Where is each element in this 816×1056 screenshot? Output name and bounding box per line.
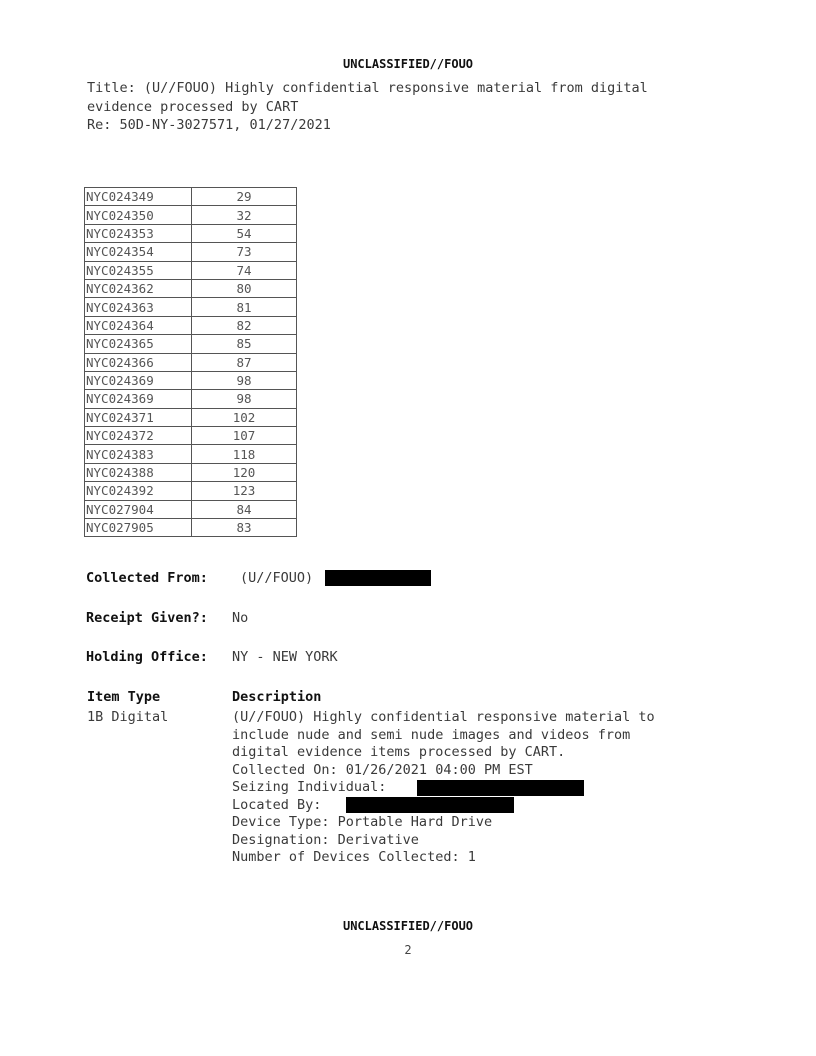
receipt-given-label: Receipt Given?: xyxy=(86,610,208,626)
table-row xyxy=(85,427,297,445)
serial-id-cell: NYC024371 xyxy=(85,408,192,426)
description-line: Device Type: Portable Hard Drive xyxy=(232,814,493,830)
page-count-cell: 87 xyxy=(192,353,297,371)
serial-id-cell: NYC024349 xyxy=(85,188,192,206)
serial-id-cell: NYC024369 xyxy=(85,390,192,408)
table-row xyxy=(85,445,297,463)
description-line: Designation: Derivative xyxy=(232,831,419,848)
serial-id-cell: NYC024383 xyxy=(85,445,192,463)
item-type-value: 1B Digital xyxy=(87,709,169,725)
page-count-cell: 120 xyxy=(192,463,297,481)
table-row xyxy=(85,519,297,537)
serial-id-cell: NYC024364 xyxy=(85,316,192,334)
description-line: Number of Devices Collected: 1 xyxy=(232,849,476,865)
page-number: 2 xyxy=(404,943,412,957)
serial-id-cell: NYC024366 xyxy=(85,353,192,371)
description-line: include nude and semi nude images and videos from xyxy=(232,726,631,743)
serial-id-cell: NYC024350 xyxy=(85,206,192,224)
classification-banner-bottom: UNCLASSIFIED//FOUO xyxy=(342,919,474,933)
page-count-cell: 102 xyxy=(192,408,297,426)
collected-from-label: Collected From: xyxy=(86,570,208,586)
table-row xyxy=(85,206,297,224)
serial-id-cell: NYC024355 xyxy=(85,261,192,279)
page-count-cell: 82 xyxy=(192,316,297,334)
table-row xyxy=(85,243,297,261)
description-line: digital evidence items processed by CART. xyxy=(232,744,566,760)
item-type-header: Item Type xyxy=(87,689,161,705)
serial-id-cell: NYC024354 xyxy=(85,243,192,261)
holding-office-label: Holding Office: xyxy=(86,649,208,665)
table-row xyxy=(85,188,297,206)
holding-office-value: NY - NEW YORK xyxy=(232,649,338,665)
serial-id-cell: NYC024369 xyxy=(85,371,192,389)
serial-id-cell: NYC024392 xyxy=(85,482,192,500)
serial-id-cell: NYC024353 xyxy=(85,224,192,242)
table-row xyxy=(85,279,297,297)
page-count-cell: 80 xyxy=(192,279,297,297)
serial-id-cell: NYC024363 xyxy=(85,298,192,316)
redaction-box-collected-from xyxy=(325,570,431,586)
description-line: (U//FOUO) Highly confidential responsive material to xyxy=(232,709,655,725)
serial-id-cell: NYC024362 xyxy=(85,279,192,297)
serial-id-cell: NYC027904 xyxy=(85,500,192,518)
description-line: Located By: xyxy=(232,796,322,813)
page-count-cell: 98 xyxy=(192,371,297,389)
title-line-1: Title: (U//FOUO) Highly confidential responsive material from digital xyxy=(87,80,648,96)
redaction-box-seizing-individual xyxy=(417,780,584,796)
table-row xyxy=(85,353,297,371)
document-title xyxy=(87,79,747,116)
table-row xyxy=(85,316,297,334)
description-line: Collected On: 01/26/2021 04:00 PM EST xyxy=(232,761,533,778)
table-row xyxy=(85,500,297,518)
table-row xyxy=(85,224,297,242)
table-row xyxy=(85,261,297,279)
redaction-box-located-by xyxy=(346,797,514,813)
reference-line: Re: 50D-NY-3027571, 01/27/2021 xyxy=(87,117,331,133)
page-count-cell: 107 xyxy=(192,427,297,445)
page-count-cell: 123 xyxy=(192,482,297,500)
receipt-given-value: No xyxy=(232,610,249,626)
table-row xyxy=(85,482,297,500)
table-row xyxy=(85,335,297,353)
classification-banner-top: UNCLASSIFIED//FOUO xyxy=(342,57,474,71)
receipt-given-field xyxy=(86,610,249,626)
page-count-cell: 85 xyxy=(192,335,297,353)
page-count-cell: 118 xyxy=(192,445,297,463)
description-header: Description xyxy=(232,689,322,705)
page-count-cell: 32 xyxy=(192,206,297,224)
page-count-cell: 54 xyxy=(192,224,297,242)
serial-id-table xyxy=(84,187,297,537)
collected-from-field xyxy=(86,570,314,586)
table-row xyxy=(85,408,297,426)
table-row xyxy=(85,298,297,316)
description-line: Seizing Individual: xyxy=(232,779,387,795)
serial-id-cell: NYC027905 xyxy=(85,519,192,537)
table-row xyxy=(85,371,297,389)
serial-id-cell: NYC024372 xyxy=(85,427,192,445)
page-count-cell: 73 xyxy=(192,243,297,261)
holding-office-field xyxy=(86,649,338,665)
page-count-cell: 84 xyxy=(192,500,297,518)
page-count-cell: 74 xyxy=(192,261,297,279)
title-line-2: evidence processed by CART xyxy=(87,98,299,115)
table-row xyxy=(85,463,297,481)
page-count-cell: 98 xyxy=(192,390,297,408)
collected-from-value: (U//FOUO) xyxy=(240,570,314,586)
serial-id-cell: NYC024388 xyxy=(85,463,192,481)
page-count-cell: 81 xyxy=(192,298,297,316)
page-count-cell: 29 xyxy=(192,188,297,206)
serial-id-cell: NYC024365 xyxy=(85,335,192,353)
page-count-cell: 83 xyxy=(192,519,297,537)
table-row xyxy=(85,390,297,408)
